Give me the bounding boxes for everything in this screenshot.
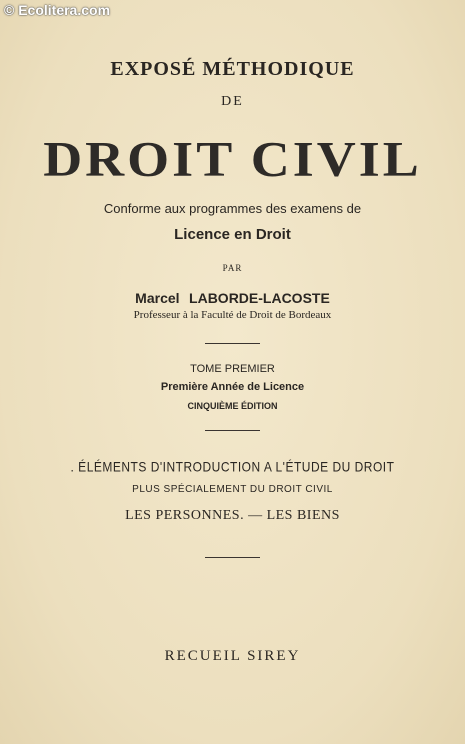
content-elements: . ÉLÉMENTS D'INTRODUCTION A L'ÉTUDE DU DROIT — [70, 458, 395, 476]
content-special: PLUS SPÉCIALEMENT DU DROIT CIVIL — [132, 484, 333, 495]
watermark: © Ecolitera.com — [4, 2, 111, 18]
author-first-name: Marcel — [135, 290, 180, 306]
author-par: PAR — [222, 263, 243, 273]
volume-edition: CINQUIÈME ÉDITION — [187, 401, 278, 411]
divider-3 — [205, 557, 260, 558]
volume-tome: TOME PREMIER — [190, 363, 275, 375]
divider-2 — [205, 430, 260, 431]
publisher: RECUEIL SIREY — [164, 648, 301, 664]
subtitle-licence: Licence en Droit — [174, 226, 291, 243]
content-topics: LES PERSONNES. — LES BIENS — [125, 508, 340, 523]
subtitle-conforme: Conforme aux programmes des examens de — [103, 201, 362, 216]
title-line1: EXPOSÉ MÉTHODIQUE — [110, 58, 355, 80]
divider-1 — [205, 343, 260, 344]
author-affiliation: Professeur à la Faculté de Droit de Bordeaux — [133, 309, 332, 321]
main-title: DROIT CIVIL — [43, 131, 422, 187]
volume-year: Première Année de Licence — [160, 381, 305, 393]
title-line2: DE — [221, 94, 244, 109]
author-name — [0, 290, 465, 308]
author-last-name: LABORDE-LACOSTE — [189, 290, 330, 306]
